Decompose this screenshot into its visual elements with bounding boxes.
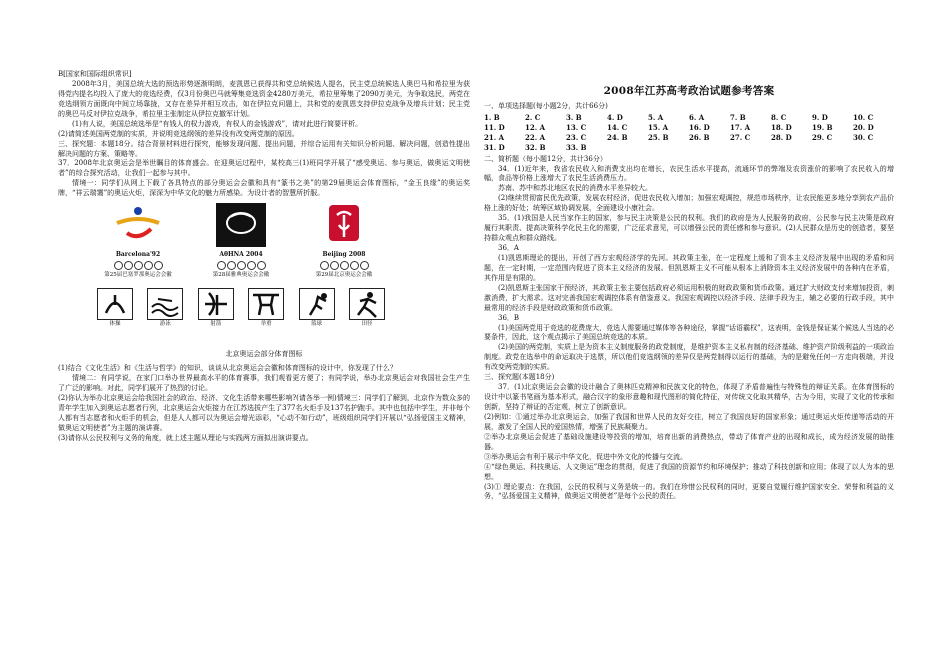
answer-key-item: 15. A — [648, 122, 669, 132]
answer-key-item: 32. B — [525, 142, 546, 152]
section-3-heading: 三、探究题(本题18分) — [484, 373, 555, 382]
answer-key-item: 24. B — [607, 132, 628, 142]
pictogram-swimming: 游泳 — [146, 288, 184, 329]
olympic-rings-icon — [199, 261, 283, 270]
answer-36a-1: (1)凯恩斯理论的提出，开创了西方宏观经济学的先河。其政策主张，在一定程度上缓和了资本主义经济发展中出现的矛盾和问题，在一定时期，一定范围内促进了资本主义经济的发展。但凯恩斯主义不可能从根本上消除资本主义经济发展中的各种内在矛盾，其作用是有限的。 — [484, 253, 894, 282]
answer-37-1: 37．(1)北京奥运会会徽的设计融合了奥林匹克精神和民族文化的特色，体现了矛盾普遍性与特殊性的辩证关系。在体育图标的设计中以篆书笔画为基本形式，融合汉字的象形意趣和现代图形的简化特征，对传统文化取其精华，古为今用，实现了文化的传承和创新，坚持了辩证的否定观，树立了创新意识。 — [484, 383, 894, 412]
answer-34-1b: 苏南、苏中和苏北地区农民的消费水平差异较大。 — [498, 184, 652, 193]
section-1-heading: 一、单项选择题(每小题2分，共计66分) — [484, 101, 608, 110]
pictogram-gymnastics: 体操 — [96, 288, 134, 329]
answer-37-2: (2)例如：①通过举办北京奥运会，加强了我国和世界人民的友好交往，树立了我国良好的国家形象；通过奥运火炬传递等活动的开展，激发了全国人民的爱国热情，增强了民族凝聚力。 — [484, 412, 894, 431]
logo-athens: AθHNA 2004 第28届雅典奥运会会徽 — [199, 203, 283, 279]
answer-key-item: 16. D — [689, 122, 710, 132]
olympic-rings-icon — [96, 261, 180, 270]
answer-key-item: 14. C — [607, 122, 628, 132]
question-37-3: (3)请你从公民权利与义务的角度，就上述主题从理论与实践两方面拟出演讲要点。 — [58, 433, 313, 442]
sport-pictograms — [96, 288, 386, 329]
athletics-icon — [349, 288, 385, 320]
question-2: (2)请简述美国两党制的实质，并说明竞选纲领的差异没有改变两党制的原因。 — [58, 129, 299, 138]
answer-37-2b: ②举办北京奥运会促进了基础设施建设等投资的增加，培育出新的消费热点，带动了体育产业的出现和成长，成为经济发展的助推器。 — [484, 432, 894, 451]
answer-key-item: 5. A — [648, 112, 664, 122]
answer-key-item: 1. B — [484, 112, 500, 122]
weightlifting-icon — [248, 288, 284, 320]
olympic-rings-icon — [302, 261, 386, 270]
answer-36b: 36．B — [498, 313, 520, 322]
answer-36a-2: (2)凯恩斯主张国家干预经济，其政策主张主要包括政府必须运用积极的财政政策和货币政策。通过扩大财政支付来增加投资，刺激消费，扩大需求。这对完善我国宏观调控体系有借鉴意义。我国宏观调控以经济手段、法律手段为主，辅之必要的行政手段，其中最常用的经济手段是财政政策和货币政策。 — [484, 283, 894, 312]
pictogram-athletics: 田径 — [348, 288, 386, 329]
answer-35: 35．(1)我国是人民当家作主的国家，参与民主决策是公民的权利。我们的政府是为人民服务的政府，公民参与民主决策是政府履行其职责、提高决策科学化民主化的需要，广泛征求意见，可以增强公民的责任感和参与意识。(2)人民群众是历史的创造者，要坚持群众观点和群众路线。 — [484, 214, 894, 243]
answer-36b-2: (2)美国的两党制，实质上是为资本主义制度服务的政党制度，是维护资本主义私有制的经济基础、维护资产阶级利益的一项政治制度。政党在选举中的命运取决于选票，所以他们竞选纲领的差异仅是两党制得以运行的基础，为的是避免任何一方走向极端，并没有改变两党制的实质。 — [484, 343, 894, 372]
right-column — [484, 84, 894, 502]
answer-key-item: 9. D — [812, 112, 828, 122]
figure-caption: 北京奥运会部分体育图标 — [225, 350, 303, 359]
section-2-heading: 二、简析题（每小题12分，共计36分） — [484, 154, 607, 163]
answer-36b-1: (1)美国两党用于竞选的花费庞大，竞选人需要通过媒体等各种途径，掌握“话语霸权”，这表明，金钱是保证某个候选人当选的必要条件，因此，这个观点揭示了美国总统竞选的本质。 — [484, 323, 894, 342]
answer-key-item: 22. A — [525, 132, 546, 142]
answer-key-item: 29. C — [812, 132, 833, 142]
answer-key-item: 33. B — [566, 142, 587, 152]
answer-key-item: 26. B — [689, 132, 710, 142]
answer-key-item: 7. B — [730, 112, 746, 122]
answer-34-2: (2)继续贯彻富民优先政策，发展农村经济，促进农民收入增加；加强宏观调控，规范市场秩序，让农民能更多地分享到农产品价格上涨的好处；统筹区域协调发展，全面建设小康社会。 — [484, 194, 894, 213]
answer-key-item: 21. A — [484, 132, 505, 142]
answer-key-item: 17. A — [730, 122, 751, 132]
answer-key-item: 28. D — [771, 132, 792, 142]
gymnastics-icon — [97, 288, 133, 320]
answer-key-item: 4. D — [607, 112, 623, 122]
scene-2: 情境二：有同学说，在家门口举办世界最高水平的体育赛事，我们观看更方便了；有同学说，举办北京奥运会对我国社会生产生了广泛的影响。对此，同学们展开了热烈的讨论。 — [58, 374, 470, 393]
answer-key-item: 3. B — [566, 112, 582, 122]
answer-key-item: 10. C — [853, 112, 874, 122]
archery-icon — [198, 288, 234, 320]
scene-1: 情境一：同学们从网上下载了各具特点的部分奥运会会徽和具有“篆书之美”的第29届奥运会体育图标，“金玉良缘”的奥运奖牌，“祥云瑞霭”的奥运火炬，深深为中华文化的魅力所感染。为设计者的智慧所折服。 — [58, 179, 470, 198]
question-37-1: (1)结合《文化生活》和《生活与哲学》的知识，谈谈从北京奥运会会徽和体育图标的设计中，你发现了什么？ — [58, 364, 397, 373]
swimming-icon — [147, 288, 183, 320]
question-1: (1)有人说，美国总统选举是“有钱人的权力游戏，有权人的金钱游戏”，请对此进行简要评析。 — [72, 119, 363, 128]
logo-beijing: Beijing 2008 第29届北京奥运会会徽 — [302, 203, 386, 279]
pictogram-basketball: 篮球 — [298, 288, 336, 329]
answer-36a: 36．A — [498, 244, 519, 253]
answer-key-item: 20. D — [853, 122, 874, 132]
answer-34-1: 34．(1)近年来，我省农民收入和消费支出均在增长，农民生活水平提高，流通环节的弊端及农资涨价的影响了农民收入的增幅，食品等价格上涨增大了农民生活消费压力。 — [484, 164, 894, 183]
answer-37-3: (3)① 理论要点：在我国，公民的权利与义务是统一的。我们在珍惜公民权利的同时，更要自觉履行维护国家安全、荣誉和利益的义务，“弘扬爱国主义精神，做奥运文明使者”是每个公民的责任。 — [484, 482, 894, 501]
passage-election: 2008年3月，美国总统大选的预选形势逐渐明朗，麦凯恩已获得共和党总统候选人提名，民主党总统候选人奥巴马和希拉里为获得党内提名均投入了庞大的竞选经费，仅3月份奥巴马就筹集竞选资金4280万美元，希拉里筹集了2090万美元，为争取选民，两党在竞选纲领方面既向中间立场靠拢，又存在差异并相互攻击，如在伊拉克问题上，共和党的麦凯恩支持伊拉克战争及增兵计划；民主党的奥巴马反对伊拉克战争，希拉里主张制定从伊拉克撤军计划。 — [58, 79, 470, 118]
pictogram-weightlifting: 举重 — [247, 288, 285, 329]
answer-37-2d: ④“绿色奥运、科技奥运、人文奥运”理念的贯彻，促进了我国的资源节约和环境保护；推动了科技创新和应用；体现了以人为本的思想。 — [484, 462, 894, 481]
pictogram-archery: 射箭 — [197, 288, 235, 329]
answer-key-item: 6. A — [689, 112, 705, 122]
answer-key-item: 18. D — [771, 122, 792, 132]
barcelona-emblem-icon — [103, 203, 173, 251]
answer-key-item: 25. B — [648, 132, 669, 142]
section-intro: 三、探究题：本题18分。结合背景材料进行探究，能够发现问题、提出问题，并综合运用有关知识分析问题、解决问题，创造性提出解决问题的方案、策略等。 — [58, 139, 470, 158]
answer-key-item: 2. C — [525, 112, 541, 122]
answer-key-item: 31. D — [484, 142, 505, 152]
question-37-2: (2)你认为举办北京奥运会给我国社会的政治、经济、文化生活带来哪些影响?(请各举一例)情境三：同学们了解到，北京作为数众多的青年学生加入到奥运志愿者行列，北京奥运会火炬接力在江苏选拔产生了377名火炬手及137名护跑手。其中也包括中学生，并非每个人都有当志愿者和火炬手的机会，但是人人都可以为奥运会增光添彩，“心动不如行动”，班级组织同学们开展以“弘扬爱国主义精神，做奥运文明使者”为主题的演讲赛。 — [58, 394, 470, 432]
basketball-icon — [299, 288, 335, 320]
answer-key-item: 30. C — [853, 132, 874, 142]
athens-wreath-icon — [206, 203, 276, 251]
answer-key-item: 19. B — [812, 122, 833, 132]
answer-title: 2008年江苏高考政治试题参考答案 — [603, 85, 775, 97]
section-tag: B[国家和国际组织常识] — [58, 70, 132, 78]
left-column — [58, 70, 470, 444]
answer-grid — [484, 113, 894, 153]
question-37-intro: 37．2008年北京奥运会是举世瞩目的体育盛会。在迎奥运过程中，某校高三(1)班同学开展了“感受奥运、参与奥运，做奥运文明使者”的综合探究活动，让我们一起参与其中。 — [58, 159, 470, 178]
answer-37-2c: ③举办奥运会有利于展示中华文化，促进中外文化的传播与交流。 — [484, 452, 687, 461]
answer-key-item: 23. C — [566, 132, 587, 142]
logo-barcelona: Barcelona'92 第25届巴塞罗那奥运会会徽 — [96, 203, 180, 279]
answer-key-item: 11. D — [484, 122, 505, 132]
olympic-logos — [96, 203, 386, 279]
answer-key-item: 13. C — [566, 122, 587, 132]
answer-key-item: 12. A — [525, 122, 546, 132]
answer-key-item: 8. C — [771, 112, 787, 122]
beijing-seal-icon — [309, 203, 379, 251]
answer-key-item: 27. C — [730, 132, 751, 142]
